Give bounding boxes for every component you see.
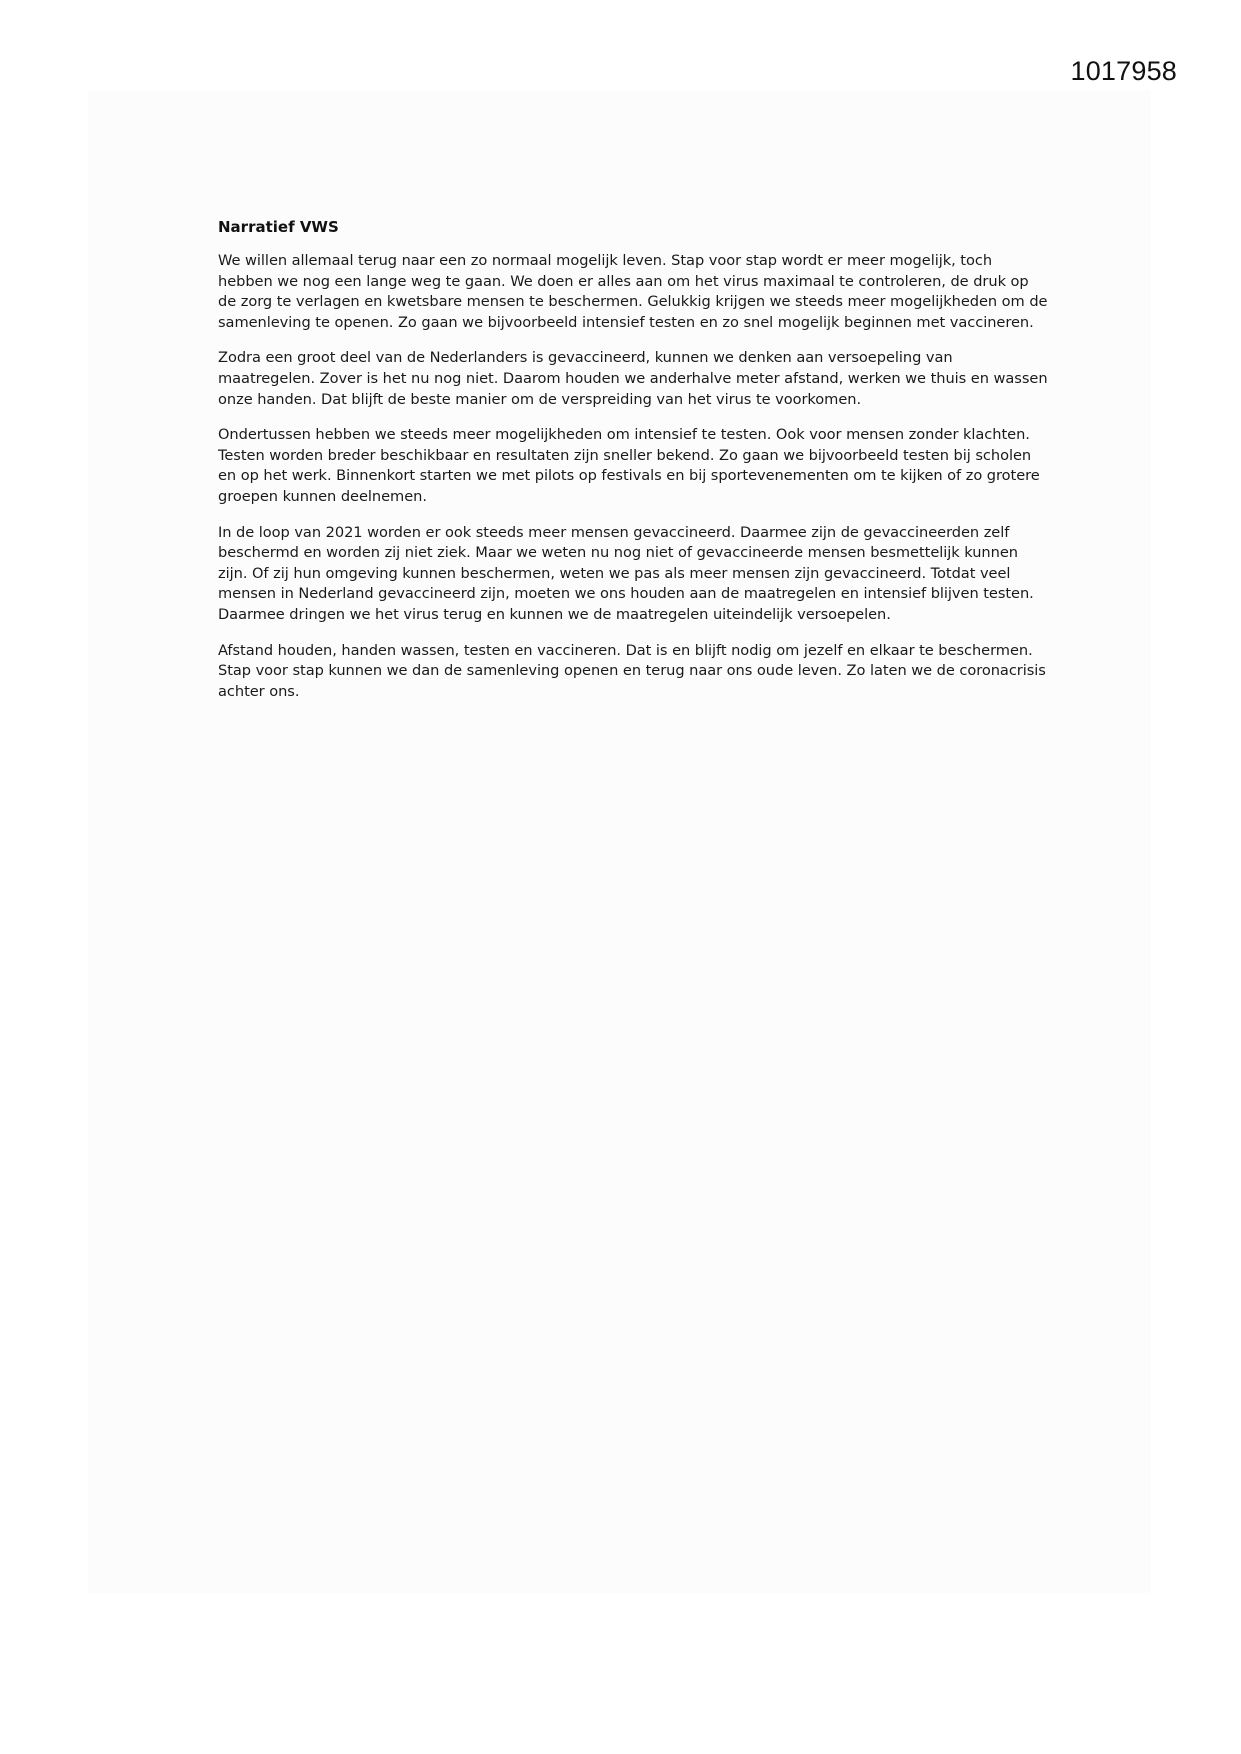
paragraph-conclusion: Afstand houden, handen wassen, testen en vaccineren. Dat is en blijft nodig om jezelf en elkaar te beschermen. Stap voor stap kunnen we dan de samenleving openen en terug naar ons oude leven. Zo laten we de coronacrisis achter ons. bbox=[218, 641, 1046, 700]
document-body bbox=[218, 217, 1048, 717]
paragraph-testing: Ondertussen hebben we steeds meer mogelijkheden om intensief te testen. Ook voor mensen zonder klachten. Testen worden breder beschikbaar en resultaten zijn sneller bekend. Zo gaan we bijvoorbeeld testen bij scholen en op het werk. Binnenkort starten we met pilots op festivals en bij sportevenementen om te kijken of zo grotere groepen kunnen deelnemen. bbox=[218, 426, 1040, 505]
document-id-number: 1017958 bbox=[1070, 56, 1177, 86]
paragraph-vaccination: In de loop van 2021 worden er ook steeds meer mensen gevaccineerd. Daarmee zijn de gevaccineerden zelf beschermd en worden zij niet ziek. Maar we weten nu nog niet of gevaccineerde mensen besmettelijk kunnen zijn. Of zij hun omgeving kunnen beschermen, weten we pas als meer mensen zijn gevaccineerd. Totdat veel mensen in Nederland gevaccineerd zijn, moeten we ons houden aan de maatregelen en intensief blijven testen. Daarmee dringen we het virus terug en kunnen we de maatregelen uiteindelijk versoepelen. bbox=[218, 523, 1034, 623]
paragraph-intro: We willen allemaal terug naar een zo normaal mogelijk leven. Stap voor stap wordt er meer mogelijk, toch hebben we nog een lange weg te gaan. We doen er alles aan om het virus maximaal te controleren, de druk op de zorg te verlagen en kwetsbare mensen te beschermen. Gelukkig krijgen we steeds meer mogelijkheden om de samenleving te openen. Zo gaan we bijvoorbeeld intensief testen en zo snel mogelijk beginnen met vaccineren. bbox=[218, 252, 1048, 331]
document-title: Narratief VWS bbox=[218, 218, 339, 236]
paragraph-relaxation: Zodra een groot deel van de Nederlanders is gevaccineerd, kunnen we denken aan versoepeling van maatregelen. Zover is het nu nog niet. Daarom houden we anderhalve meter afstand, werken we thuis en wassen onze handen. Dat blijft de beste manier om de verspreiding van het virus te voorkomen. bbox=[218, 349, 1048, 408]
